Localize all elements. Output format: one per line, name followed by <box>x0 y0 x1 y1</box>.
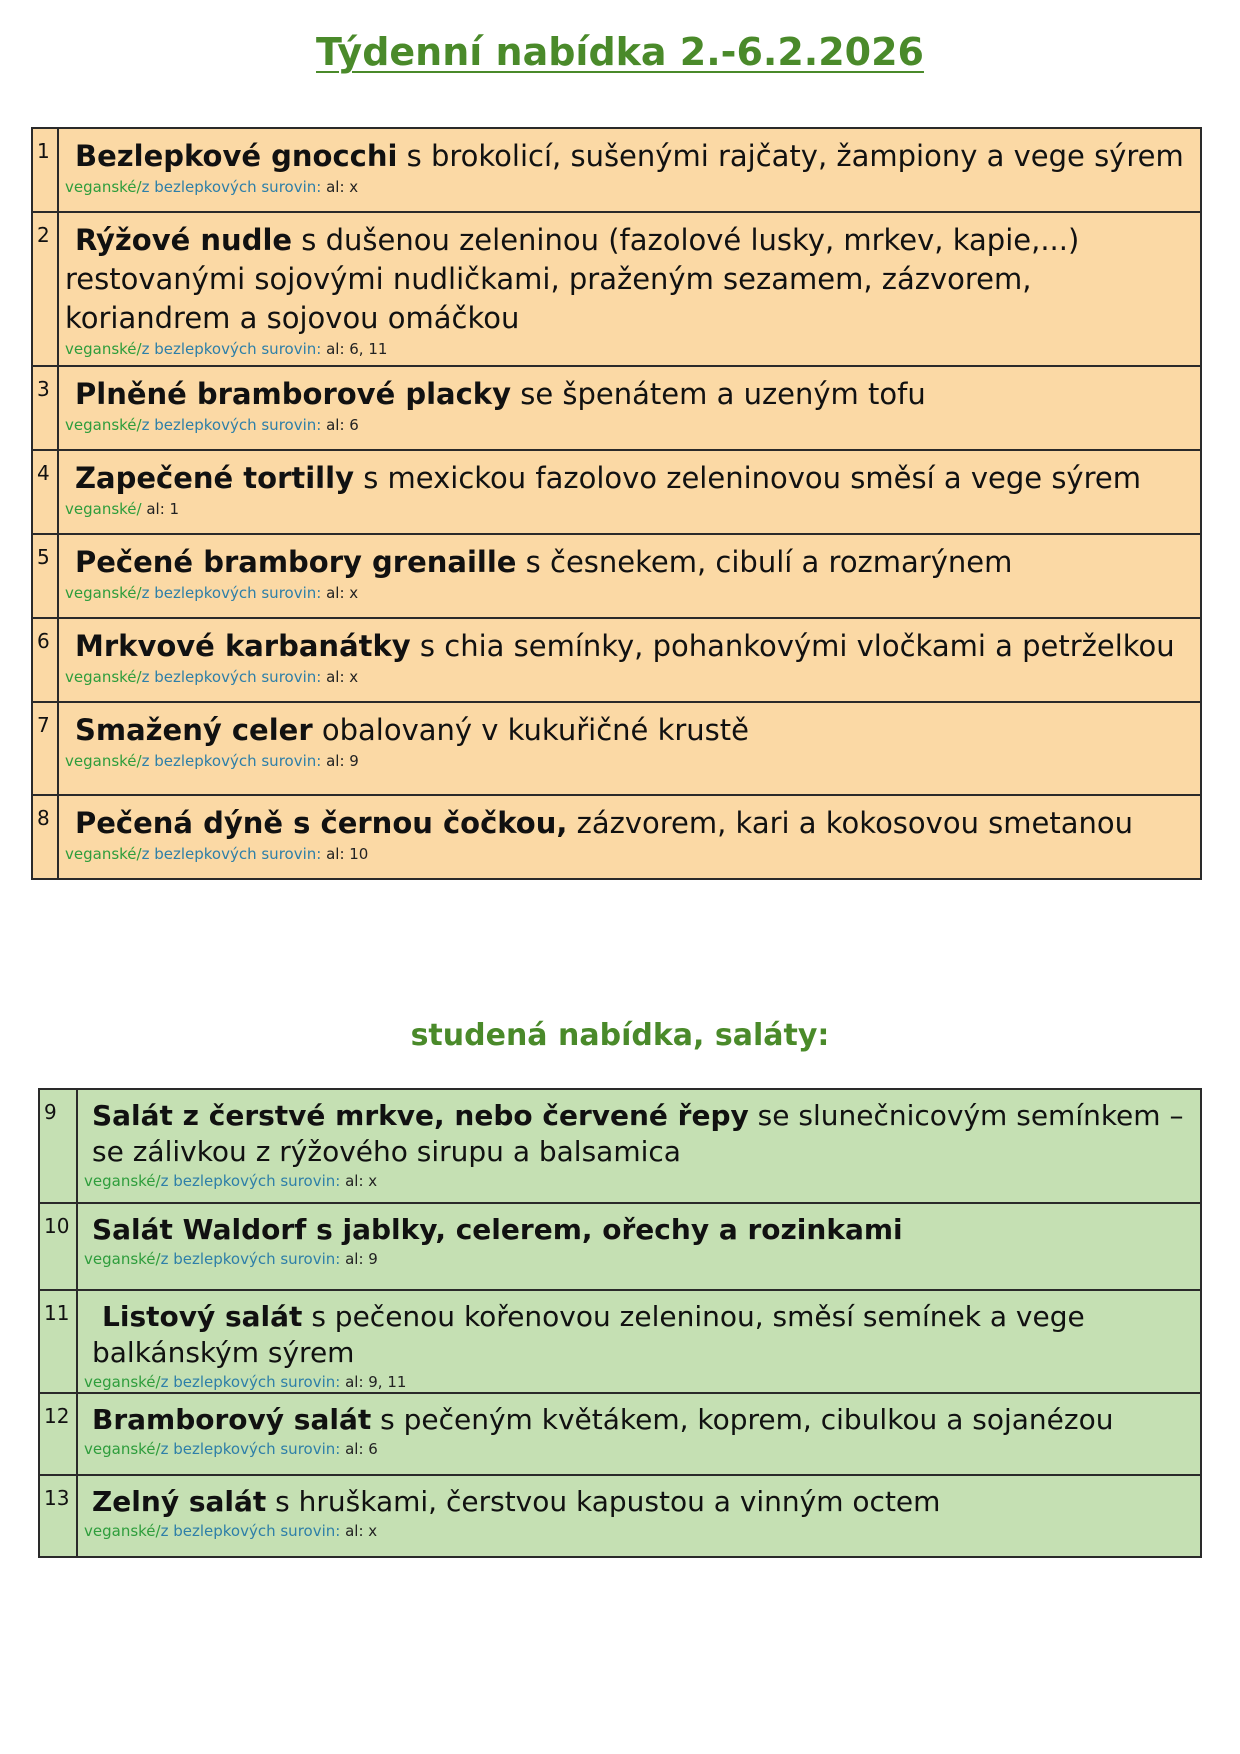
dish-name: Mrkvové karbanátky <box>75 629 411 663</box>
menu-row <box>32 618 1201 702</box>
vegan-label: veganské/ <box>65 845 142 863</box>
allergen-codes: al: x <box>321 668 359 686</box>
allergen-codes: al: 1 <box>141 500 180 518</box>
item-number: 12 <box>39 1393 77 1475</box>
salad-row <box>39 1089 1201 1203</box>
vegan-label: veganské/ <box>65 500 142 518</box>
diet-allergen-note <box>65 415 1192 435</box>
dish-cell <box>58 795 1201 879</box>
dish-cell <box>77 1290 1201 1393</box>
dish-details: s brokolicí, sušenými rajčaty, žampiony a vege sýrem <box>397 139 1184 173</box>
dish-name: Zapečené tortilly <box>75 461 354 495</box>
dish-name: Zelný salát <box>92 1485 267 1518</box>
dish-name: Rýžové nudle <box>75 223 293 257</box>
gluten-free-label: z bezlepkových surovin: <box>141 752 322 770</box>
dish-description <box>84 1212 1192 1248</box>
item-number: 1 <box>32 128 58 212</box>
allergen-codes: al: 6, 11 <box>321 340 388 358</box>
diet-allergen-note <box>65 751 1192 771</box>
page-title: Týdenní nabídka 2.-6.2.2026 <box>316 30 924 74</box>
dish-description <box>65 804 1192 843</box>
vegan-label: veganské/ <box>84 1522 161 1540</box>
allergen-codes: al: x <box>340 1522 378 1540</box>
dish-details: obalovaný v kukuřičné krustě <box>312 713 749 747</box>
item-number: 11 <box>39 1290 77 1393</box>
allergen-codes: al: x <box>340 1172 378 1190</box>
dish-cell <box>58 366 1201 450</box>
menu-row <box>32 128 1201 212</box>
item-number: 3 <box>32 366 58 450</box>
vegan-label: veganské/ <box>84 1250 161 1268</box>
gluten-free-label: z bezlepkových surovin: <box>160 1172 341 1190</box>
vegan-label: veganské/ <box>65 340 142 358</box>
diet-allergen-note <box>65 667 1192 687</box>
dish-details: s chia semínky, pohankovými vločkami a petrželkou <box>410 629 1175 663</box>
diet-allergen-note <box>84 1372 1192 1392</box>
dish-cell <box>58 702 1201 795</box>
dish-description <box>84 1299 1192 1371</box>
dish-description <box>65 459 1192 498</box>
item-number: 13 <box>39 1475 77 1557</box>
item-number: 8 <box>32 795 58 879</box>
menu-row <box>32 450 1201 534</box>
dish-description <box>65 711 1192 750</box>
dish-description <box>65 221 1192 338</box>
dish-details: s pečeným květákem, koprem, cibulkou a sojanézou <box>371 1403 1114 1436</box>
item-number: 9 <box>39 1089 77 1203</box>
dish-cell <box>58 212 1201 366</box>
menu-row <box>32 795 1201 879</box>
dish-cell <box>58 618 1201 702</box>
item-number: 10 <box>39 1203 77 1290</box>
diet-allergen-note <box>84 1171 1192 1191</box>
weekly-menu-table <box>31 127 1202 880</box>
dish-details: s česnekem, cibulí a rozmarýnem <box>516 545 1013 579</box>
dish-description <box>65 543 1192 582</box>
dish-cell <box>58 450 1201 534</box>
dish-details: s hruškami, čerstvou kapustou a vinným octem <box>266 1485 941 1518</box>
dish-name: Bramborový salát <box>92 1403 372 1436</box>
dish-description <box>84 1484 1192 1520</box>
salad-row <box>39 1290 1201 1393</box>
dish-details: se špenátem a uzeným tofu <box>511 377 926 411</box>
gluten-free-label: z bezlepkových surovin: <box>141 845 322 863</box>
allergen-codes: al: x <box>321 584 359 602</box>
menu-row <box>32 534 1201 618</box>
dish-cell <box>58 128 1201 212</box>
dish-details: s mexickou fazolovo zeleninovou směsí a vege sýrem <box>353 461 1141 495</box>
diet-allergen-note <box>84 1249 1192 1269</box>
dish-description <box>84 1402 1192 1438</box>
salad-menu-table <box>38 1088 1202 1558</box>
dish-details: se slunečnicovým semínkem – se zálivkou z rýžového sirupu a balsamica <box>92 1099 1184 1168</box>
allergen-codes: al: x <box>321 178 359 196</box>
dish-description <box>84 1098 1192 1170</box>
diet-allergen-note <box>65 499 1192 519</box>
vegan-label: veganské/ <box>65 178 142 196</box>
dish-name: Salát Waldorf s jablky, celerem, ořechy a rozinkami <box>92 1213 903 1246</box>
gluten-free-label: z bezlepkových surovin: <box>141 668 322 686</box>
dish-details: s dušenou zeleninou (fazolové lusky, mrkev, kapie,...) restovanými sojovými nudličkami, praženým sezamem, zázvorem, koriandrem a sojovou omáčkou <box>65 223 1080 335</box>
dish-name: Listový salát <box>102 1300 303 1333</box>
dish-details: s pečenou kořenovou zeleninou, směsí semínek a vege balkánským sýrem <box>92 1300 1085 1369</box>
cold-menu-heading: studená nabídka, saláty: <box>410 1018 830 1053</box>
item-number: 5 <box>32 534 58 618</box>
dish-cell <box>77 1089 1201 1203</box>
salad-row <box>39 1393 1201 1475</box>
salad-row <box>39 1475 1201 1557</box>
dish-cell <box>77 1475 1201 1557</box>
diet-allergen-note <box>65 844 1192 864</box>
dish-details: zázvorem, kari a kokosovou smetanou <box>567 806 1134 840</box>
gluten-free-label: z bezlepkových surovin: <box>141 416 322 434</box>
allergen-codes: al: 9 <box>340 1250 378 1268</box>
gluten-free-label: z bezlepkových surovin: <box>160 1440 341 1458</box>
gluten-free-label: z bezlepkových surovin: <box>160 1250 341 1268</box>
menu-row <box>32 366 1201 450</box>
allergen-codes: al: 6 <box>321 416 359 434</box>
dish-name: Pečené brambory grenaille <box>75 545 517 579</box>
dish-description <box>65 375 1192 414</box>
menu-row <box>32 212 1201 366</box>
vegan-label: veganské/ <box>65 668 142 686</box>
diet-allergen-note <box>65 177 1192 197</box>
gluten-free-label: z bezlepkových surovin: <box>141 178 322 196</box>
allergen-codes: al: 10 <box>321 845 369 863</box>
item-number: 2 <box>32 212 58 366</box>
vegan-label: veganské/ <box>84 1172 161 1190</box>
dish-name: Pečená dýně s černou čočkou, <box>75 806 568 840</box>
gluten-free-label: z bezlepkových surovin: <box>160 1522 341 1540</box>
vegan-label: veganské/ <box>84 1440 161 1458</box>
vegan-label: veganské/ <box>84 1373 161 1391</box>
dish-description <box>65 627 1192 666</box>
allergen-codes: al: 9, 11 <box>340 1373 407 1391</box>
dish-cell <box>77 1203 1201 1290</box>
dish-cell <box>58 534 1201 618</box>
gluten-free-label: z bezlepkových surovin: <box>160 1373 341 1391</box>
diet-allergen-note <box>84 1439 1192 1459</box>
vegan-label: veganské/ <box>65 416 142 434</box>
vegan-label: veganské/ <box>65 584 142 602</box>
menu-row <box>32 702 1201 795</box>
diet-allergen-note <box>65 583 1192 603</box>
diet-allergen-note <box>84 1521 1192 1541</box>
salad-row <box>39 1203 1201 1290</box>
dish-name: Smažený celer <box>75 713 313 747</box>
allergen-codes: al: 9 <box>321 752 359 770</box>
dish-name: Bezlepkové gnocchi <box>75 139 398 173</box>
item-number: 4 <box>32 450 58 534</box>
item-number: 6 <box>32 618 58 702</box>
dish-cell <box>77 1393 1201 1475</box>
gluten-free-label: z bezlepkových surovin: <box>141 584 322 602</box>
item-number: 7 <box>32 702 58 795</box>
gluten-free-label: z bezlepkových surovin: <box>141 340 322 358</box>
allergen-codes: al: 6 <box>340 1440 378 1458</box>
dish-description <box>65 137 1192 176</box>
dish-name: Salát z čerstvé mrkve, nebo červené řepy <box>92 1099 749 1132</box>
diet-allergen-note <box>65 339 1192 359</box>
dish-name: Plněné bramborové placky <box>75 377 511 411</box>
vegan-label: veganské/ <box>65 752 142 770</box>
